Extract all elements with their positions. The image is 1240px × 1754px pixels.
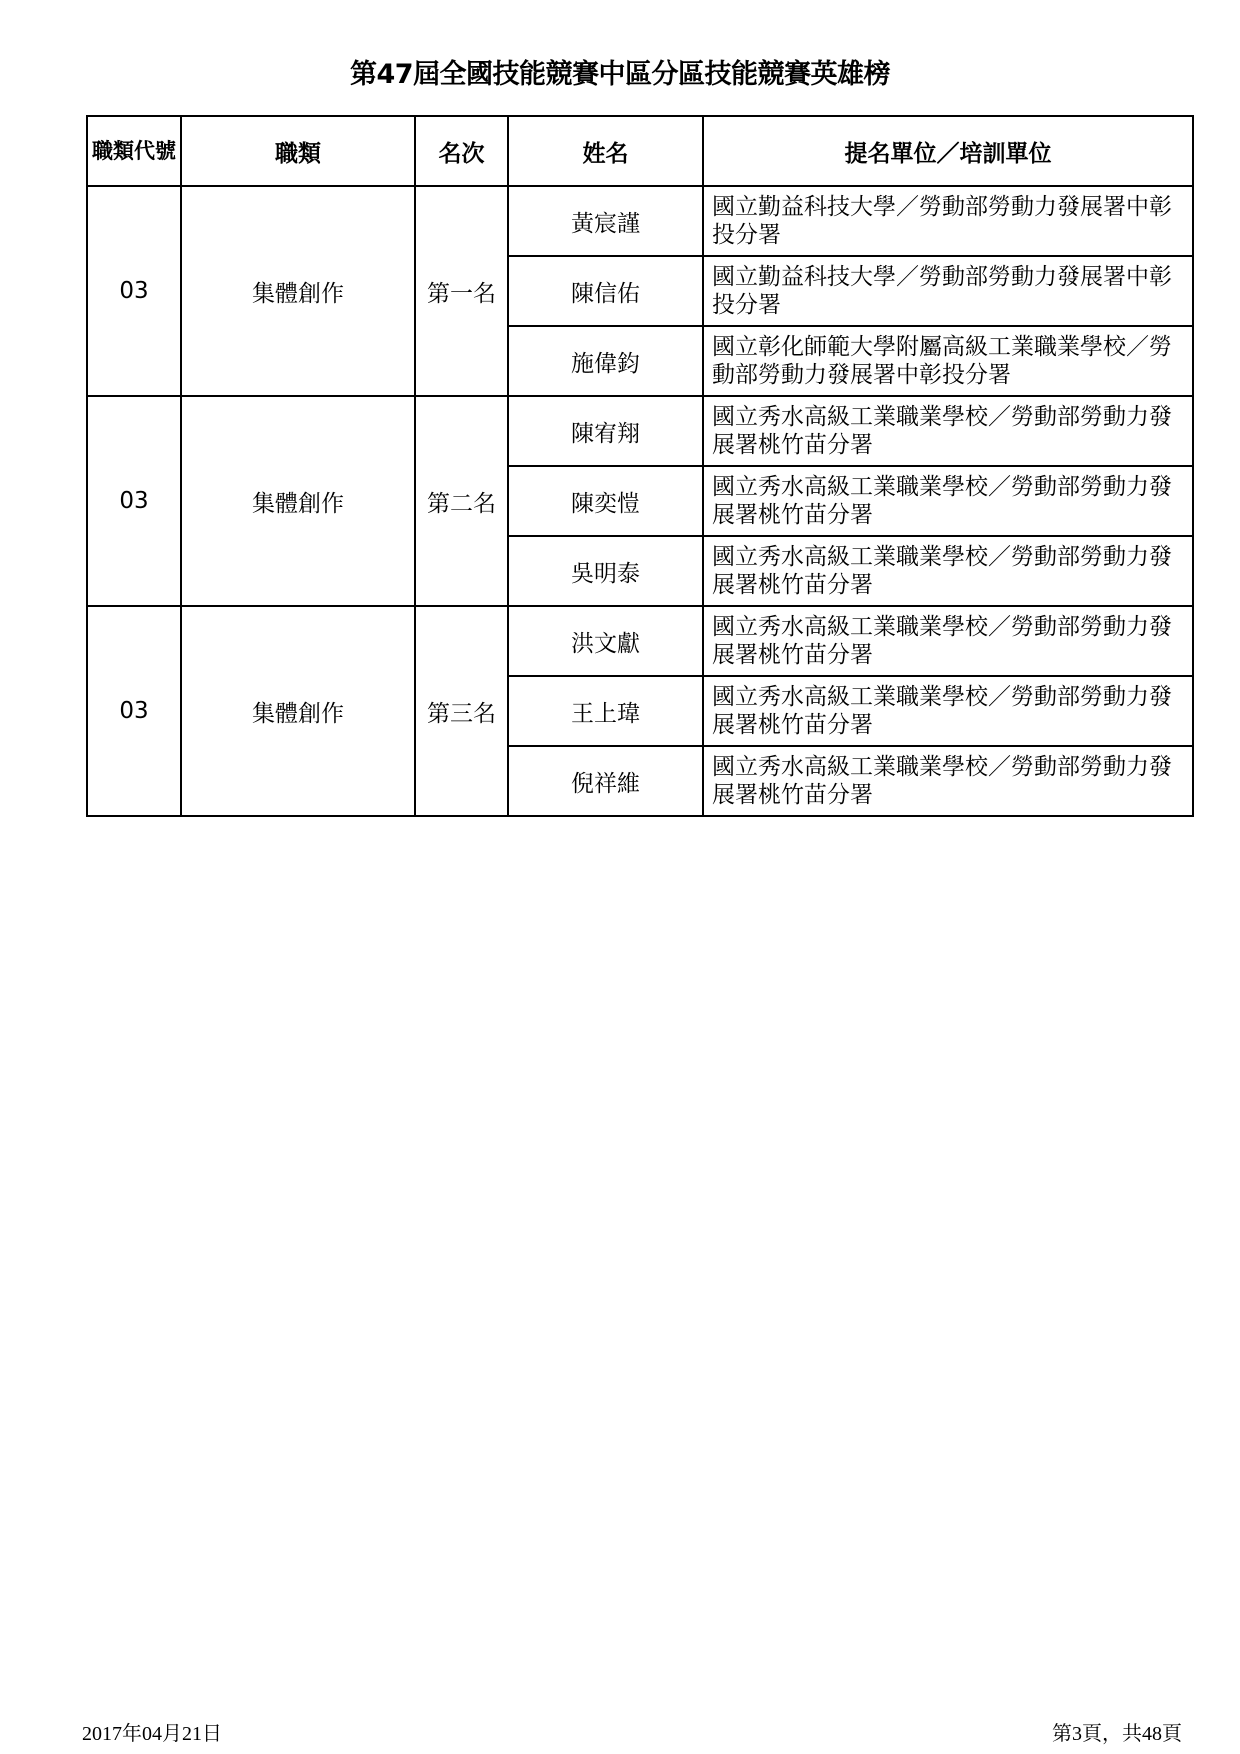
member-unit: 國立秀水高級工業職業學校／勞動部勞動力發展署桃竹苗分署 [703,466,1193,536]
header-rank: 名次 [415,116,508,186]
group-trade: 集體創作 [181,396,415,606]
group-rank: 第二名 [415,396,508,606]
member-unit: 國立秀水高級工業職業學校／勞動部勞動力發展署桃竹苗分署 [703,536,1193,606]
group-rank: 第一名 [415,186,508,396]
member-name: 陳奕愷 [508,466,703,536]
member-unit: 國立彰化師範大學附屬高級工業職業學校／勞動部勞動力發展署中彰投分署 [703,326,1193,396]
member-name: 黃宸謹 [508,186,703,256]
member-name: 陳信佑 [508,256,703,326]
group-rank: 第三名 [415,606,508,816]
page-title: 第47屆全國技能競賽中區分區技能競賽英雄榜 [349,59,891,90]
table-row [87,606,1193,676]
member-name: 陳宥翔 [508,396,703,466]
group-trade: 集體創作 [181,186,415,396]
member-unit: 國立秀水高級工業職業學校／勞動部勞動力發展署桃竹苗分署 [703,676,1193,746]
footer-page-number: 第3頁，共48頁 [1052,1723,1182,1745]
table-header-row [87,116,1193,186]
group-trade: 集體創作 [181,606,415,816]
member-unit: 國立秀水高級工業職業學校／勞動部勞動力發展署桃竹苗分署 [703,606,1193,676]
header-name: 姓名 [508,116,703,186]
table-row [87,186,1193,256]
member-name: 洪文獻 [508,606,703,676]
group-code: 03 [87,396,181,606]
group-code: 03 [87,606,181,816]
member-name: 施偉鈞 [508,326,703,396]
member-unit: 國立秀水高級工業職業學校／勞動部勞動力發展署桃竹苗分署 [703,396,1193,466]
table-row [87,396,1193,466]
header-trade: 職類 [181,116,415,186]
header-unit: 提名單位／培訓單位 [703,116,1193,186]
member-name: 吳明泰 [508,536,703,606]
member-unit: 國立秀水高級工業職業學校／勞動部勞動力發展署桃竹苗分署 [703,746,1193,816]
group-code: 03 [87,186,181,396]
member-name: 倪祥維 [508,746,703,816]
hero-roster-table [86,115,1194,817]
member-unit: 國立勤益科技大學／勞動部勞動力發展署中彰投分署 [703,256,1193,326]
member-unit: 國立勤益科技大學／勞動部勞動力發展署中彰投分署 [703,186,1193,256]
member-name: 王上瑋 [508,676,703,746]
footer-date: 2017年04月21日 [82,1723,222,1745]
header-code: 職類代號 [87,116,181,186]
